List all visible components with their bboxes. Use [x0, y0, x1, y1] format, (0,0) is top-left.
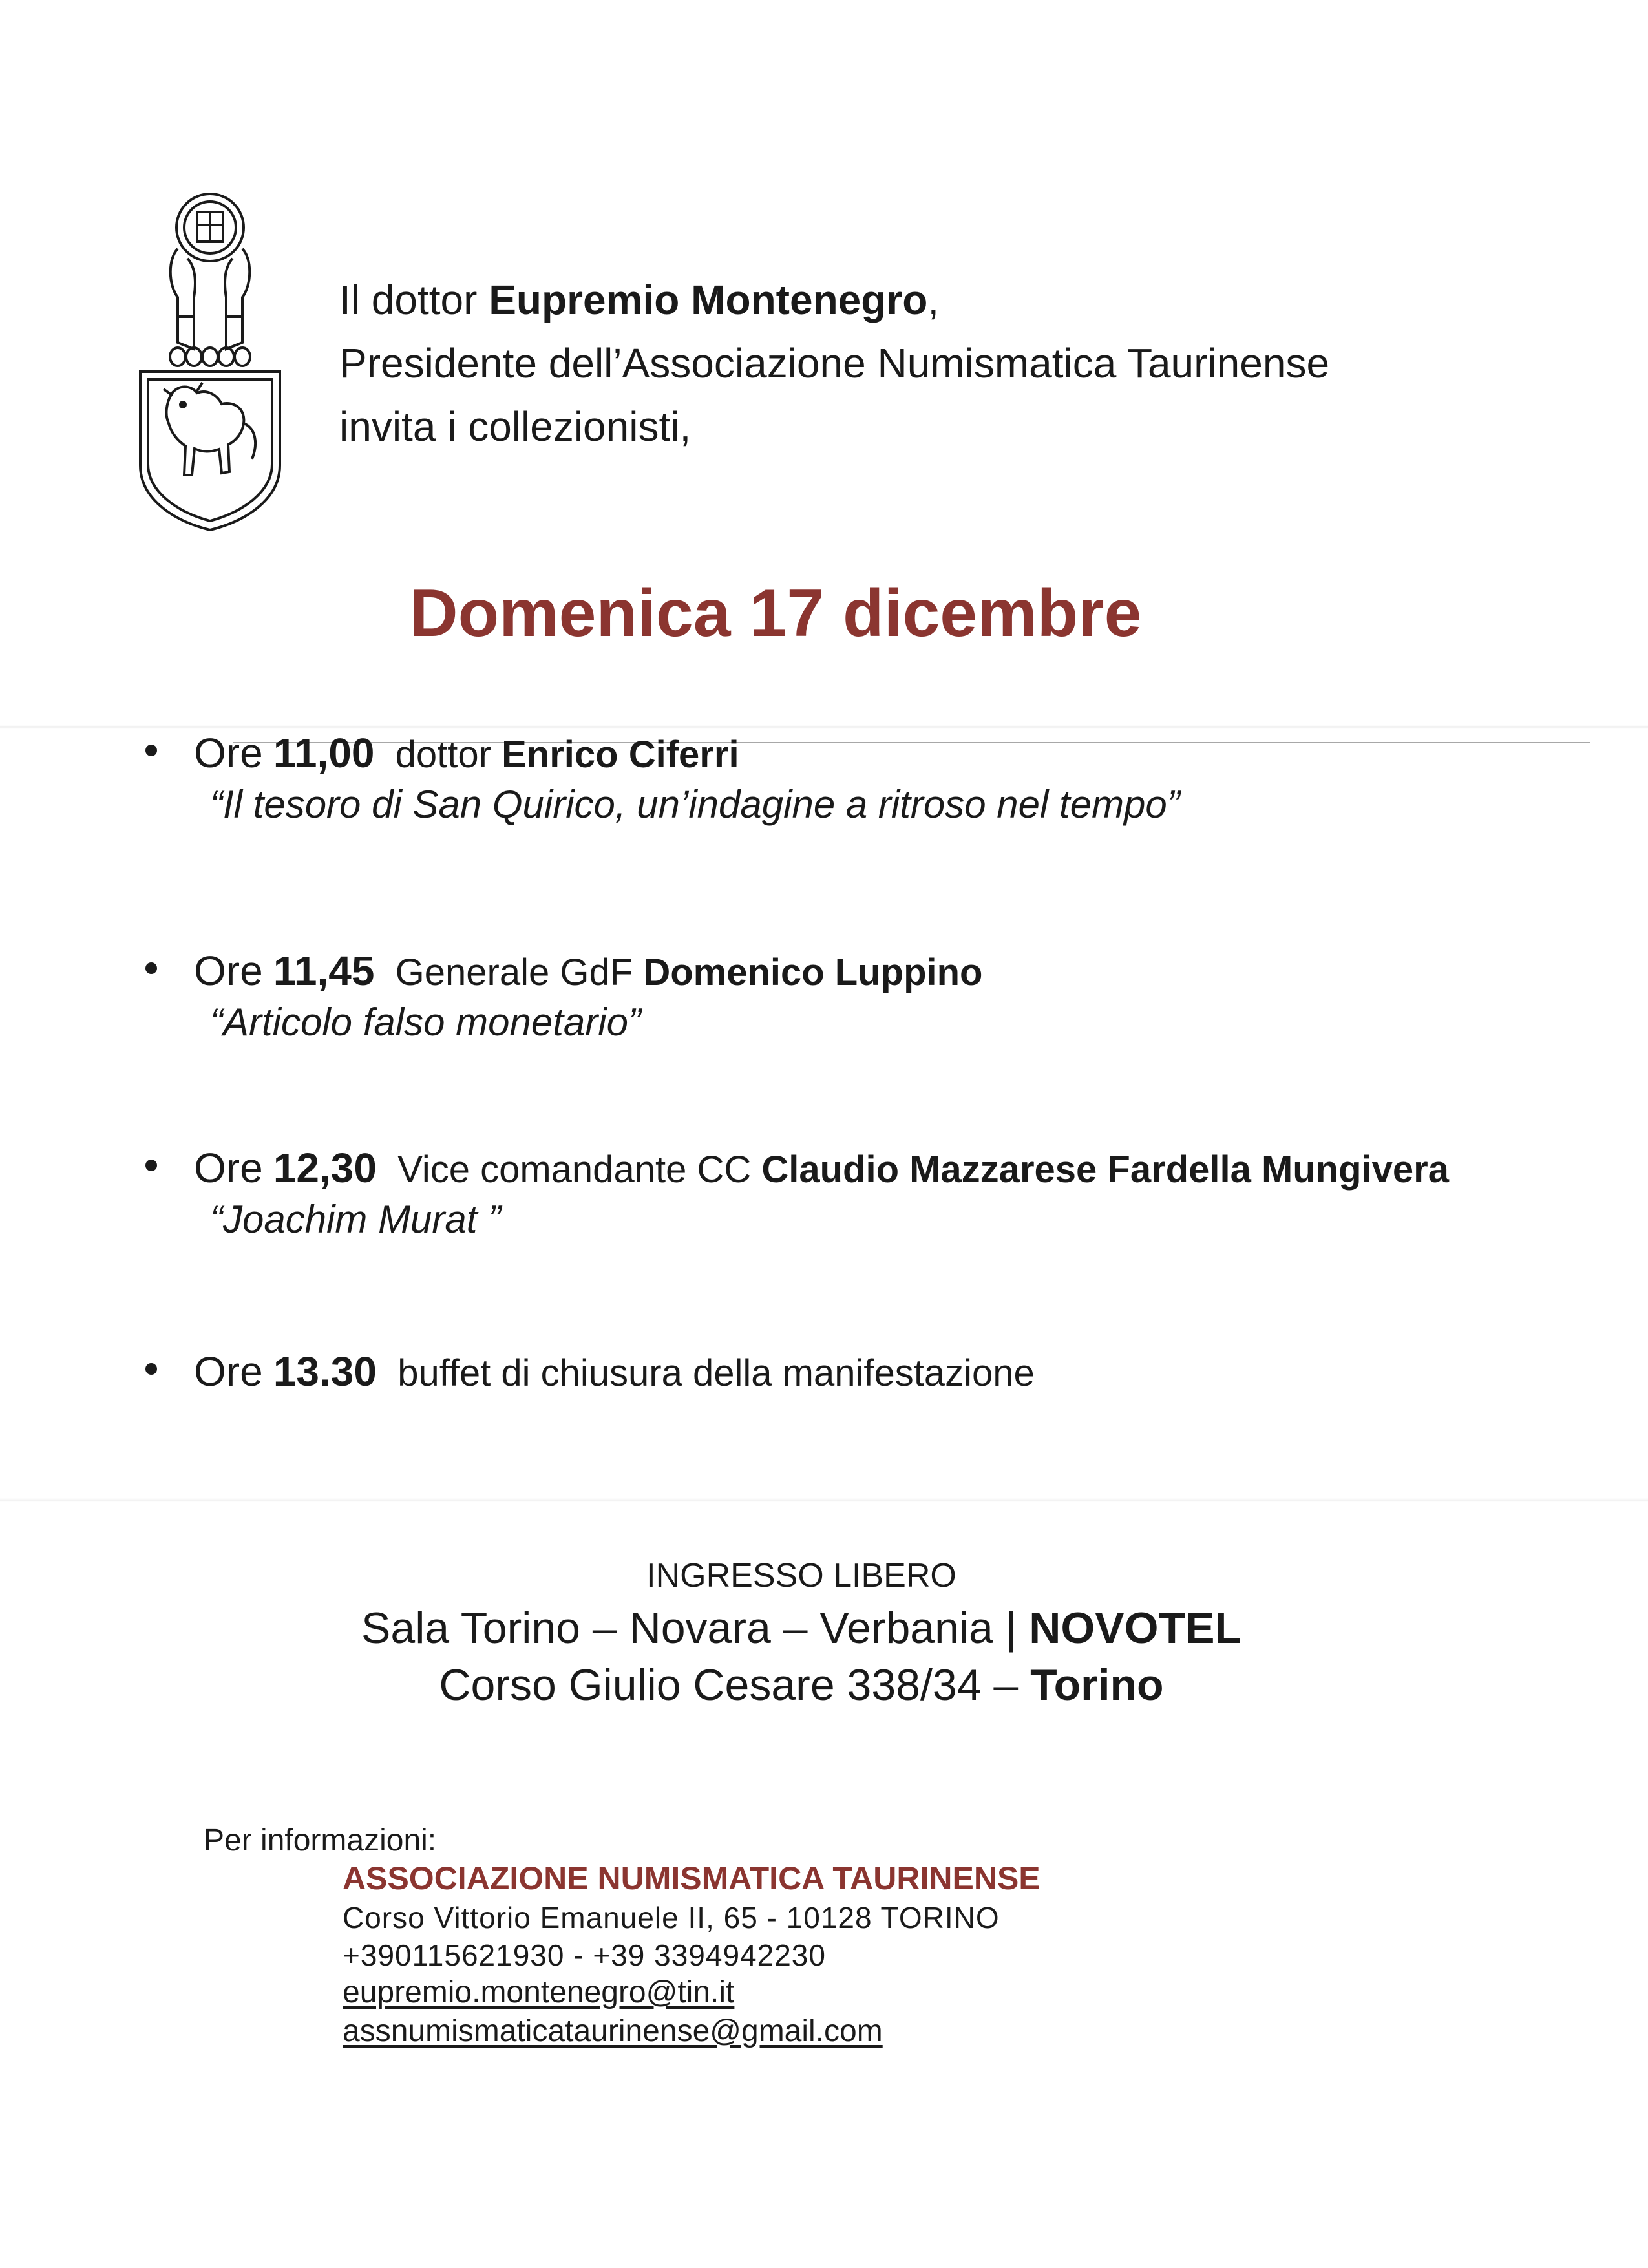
- venue-city: Torino: [1030, 1660, 1164, 1710]
- event-date-title: Domenica 17 dicembre: [409, 576, 1142, 651]
- email-link-association[interactable]: assnumismaticataurinense@gmail.com: [343, 2014, 883, 2048]
- president-name: Eupremio Montenegro: [489, 277, 928, 323]
- intro-line-2: Presidente dell’Associazione Numismatica Taurinense: [339, 340, 1330, 387]
- venue-address: [0, 1660, 1603, 1710]
- bullet-icon: [145, 1160, 157, 1171]
- speaker-role: Vice comandante CC: [397, 1149, 752, 1191]
- intro-paragraph: [339, 268, 1329, 458]
- venue-hotel: NOVOTEL: [1029, 1604, 1241, 1653]
- program-time: 13.30: [273, 1348, 377, 1395]
- speaker-role: Generale GdF: [395, 951, 633, 993]
- talk-title: “Il tesoro di San Quirico, un’indagine a ritroso nel tempo”: [210, 783, 1180, 826]
- free-entry-label: INGRESSO LIBERO: [646, 1557, 956, 1595]
- speaker-role: dottor: [395, 734, 491, 776]
- program-item-header: [194, 948, 982, 995]
- paper-fold-bottom: [0, 1498, 1648, 1502]
- talk-title: “Joachim Murat ”: [210, 1198, 502, 1241]
- association-address: Corso Vittorio Emanuele II, 65 - 10128 TORINO: [343, 1901, 1000, 1934]
- intro-prefix: Il dottor: [339, 277, 489, 323]
- bullet-icon: [145, 962, 157, 974]
- association-name: ASSOCIAZIONE NUMISMATICA TAURINENSE: [343, 1860, 1041, 1896]
- email-link-president[interactable]: eupremio.montenegro@tin.it: [343, 1975, 735, 2009]
- program-item-header: [194, 730, 739, 778]
- closing-text: buffet di chiusura della manifestazione: [397, 1352, 1035, 1394]
- ore-label: Ore: [194, 948, 263, 994]
- bullet-icon: [145, 1363, 157, 1375]
- speaker-name: Enrico Ciferri: [502, 734, 739, 776]
- paper-fold-top: [0, 725, 1648, 729]
- intro-comma: ,: [927, 277, 940, 323]
- venue-hall-text: Sala Torino – Novara – Verbania |: [361, 1604, 1030, 1653]
- crest-logo: [132, 187, 288, 536]
- bullet-icon: [145, 745, 157, 756]
- program-time: 11,45: [273, 948, 375, 994]
- ore-label: Ore: [194, 1145, 263, 1191]
- program-time: 12,30: [273, 1145, 377, 1191]
- info-label: Per informazioni:: [204, 1823, 437, 1858]
- ore-label: Ore: [194, 730, 263, 776]
- ore-label: Ore: [194, 1348, 263, 1395]
- speaker-name: Domenico Luppino: [643, 951, 983, 993]
- venue-address-text: Corso Giulio Cesare 338/34 –: [439, 1660, 1031, 1710]
- heraldic-crest-bull-icon: [132, 187, 288, 536]
- venue-hall: [0, 1603, 1603, 1653]
- association-phones: +390115621930 - +39 3394942230: [343, 1938, 826, 1972]
- speaker-name: Claudio Mazzarese Fardella Mungivera: [761, 1149, 1449, 1191]
- talk-title: “Articolo falso monetario”: [210, 1001, 641, 1044]
- program-item-header: [194, 1145, 1449, 1192]
- intro-line-1: [339, 268, 1329, 332]
- program-time: 11,00: [273, 730, 375, 776]
- intro-line-3: invita i collezionisti,: [339, 403, 692, 450]
- program-item-header: [194, 1349, 1035, 1396]
